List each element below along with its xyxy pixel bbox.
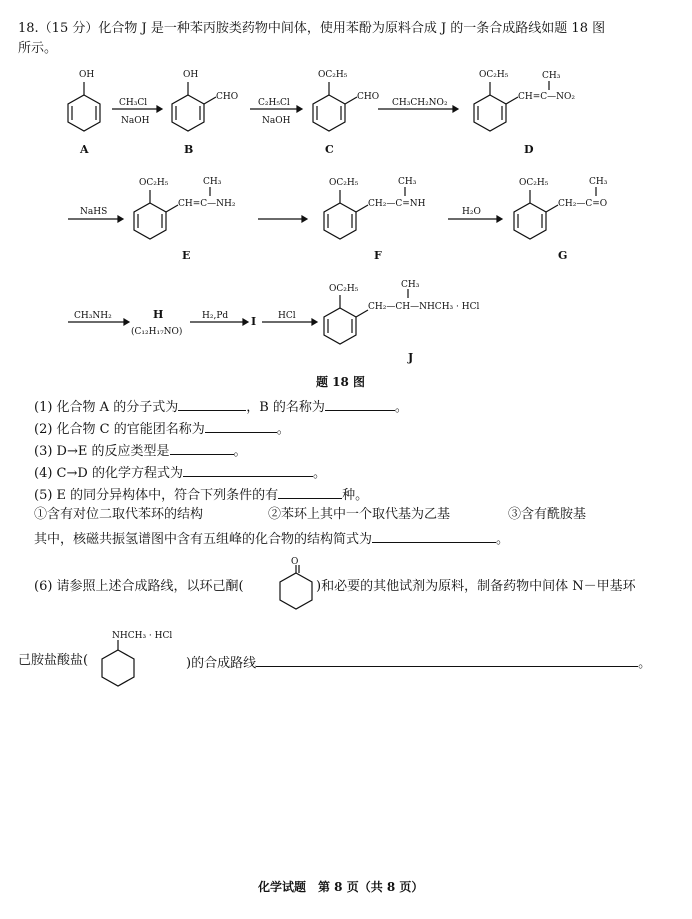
answer-blank-nmr[interactable] [372,528,496,543]
question-2: (2) 化合物 C 的官能团名称为 。 [34,418,290,439]
nmr-question: 其中，核磁共振氢谱图中含有五组峰的化合物的结构简式为 。 [34,528,509,549]
question-intro-line2: 所示。 [18,41,58,56]
compound-label-c: C [325,143,334,156]
e-side-chain: CH=C—NH₂ [178,199,236,209]
d-ch3-group: CH₃ [542,71,561,81]
compound-label-b: B [184,143,194,156]
reagent-de-top: NaHS [80,207,108,217]
reagent-ab-bottom: NaOH [121,116,150,126]
reagent-bc-top: C₂H₅Cl [258,98,290,108]
c-cho-group: CHO [357,92,380,102]
compound-label-f: F [374,249,382,262]
cyclohexanone-structure [280,565,312,609]
compound-label-h: H [153,308,164,321]
answer-blank-2[interactable] [205,418,277,433]
compound-h-formula: (C₁₂H₁₇NO) [131,327,183,337]
question-3: (3) D→E 的反应类型是 。 [34,440,247,461]
j-ch3-group: CH₃ [401,280,420,290]
cyclohexanone-oxygen: O [291,557,299,567]
f-side-chain: CH₂—C=NH [368,199,426,209]
benzene-ring-b [172,82,216,131]
reagent-fg-top: H₂O [462,207,481,217]
reagent-gh-top: CH₃NH₂ [74,311,112,321]
e-oc2h5-group: OC₂H₅ [139,178,169,188]
question-1: (1) 化合物 A 的分子式为 ，B 的名称为 。 [34,396,408,417]
answer-blank-4[interactable] [183,462,313,477]
figure-caption: 题 18 图 [316,375,366,389]
answer-blank-5[interactable] [278,484,342,499]
page-footer: 化学试题 第 8 页（共 8 页） [258,880,424,894]
question-5: (5) E 的同分异构体中，符合下列条件的有 种。 [34,484,368,505]
b-cho-group: CHO [216,92,239,102]
d-oc2h5-group: OC₂H₅ [479,70,509,80]
answer-blank-1b[interactable] [325,396,395,411]
amine-substituent: NHCH₃ · HCl [112,631,173,641]
condition-1: ①含有对位二取代苯环的结构 [34,507,204,522]
answer-blank-1a[interactable] [178,396,246,411]
condition-3: ③含有酰胺基 [508,507,587,522]
c-oc2h5-group: OC₂H₅ [318,70,348,80]
f-oc2h5-group: OC₂H₅ [329,178,359,188]
reagent-cd-top: CH₃CH₂NO₂ [392,98,448,108]
compound-label-e: E [182,249,191,262]
question-6-part4: )的合成路线 。 [186,652,651,673]
question-4: (4) C→D 的化学方程式为 。 [34,462,326,483]
answer-blank-3[interactable] [170,440,234,455]
compound-label-a: A [80,143,89,156]
g-oc2h5-group: OC₂H₅ [519,178,549,188]
g-side-chain: CH₂—C=O [558,199,608,209]
answer-blank-6[interactable] [256,652,638,667]
reagent-hi-top: H₂,Pd [202,311,229,321]
benzene-ring-a [68,82,100,131]
question-intro-line1: 18.（15 分）化合物 J 是一种苯丙胺类药物中间体，使用苯酚为原料合成 J 的一条合成路线如题 18 图 [18,21,606,36]
compound-label-j: J [408,351,414,364]
condition-2: ②苯环上其中一个取代基为乙基 [268,507,451,522]
question-6-part2: )和必要的其他试剂为原料，制备药物中间体 N－甲基环 [316,579,636,594]
reagent-ab-top: CH₃Cl [119,98,148,108]
question-6-part1: (6) 请参照上述合成路线，以环己酮( [34,579,244,594]
question-6-part3: 己胺盐酸盐( [18,653,89,668]
a-oh-group: OH [79,70,95,80]
j-oc2h5-group: OC₂H₅ [329,284,359,294]
reagent-bc-bottom: NaOH [262,116,291,126]
d-side-chain: CH=C—NO₂ [518,92,576,102]
cyclohexylamine-structure [102,640,134,686]
compound-label-d: D [524,143,534,156]
g-ch3-group: CH₃ [589,177,608,187]
benzene-ring-c [313,82,357,131]
f-ch3-group: CH₃ [398,177,417,187]
reagent-ij-top: HCl [278,311,296,321]
b-oh-group: OH [183,70,199,80]
compound-label-g: G [558,249,568,262]
j-side-chain: CH₂—CH—NHCH₃ · HCl [368,302,480,312]
e-ch3-group: CH₃ [203,177,222,187]
compound-label-i: I [251,315,257,328]
